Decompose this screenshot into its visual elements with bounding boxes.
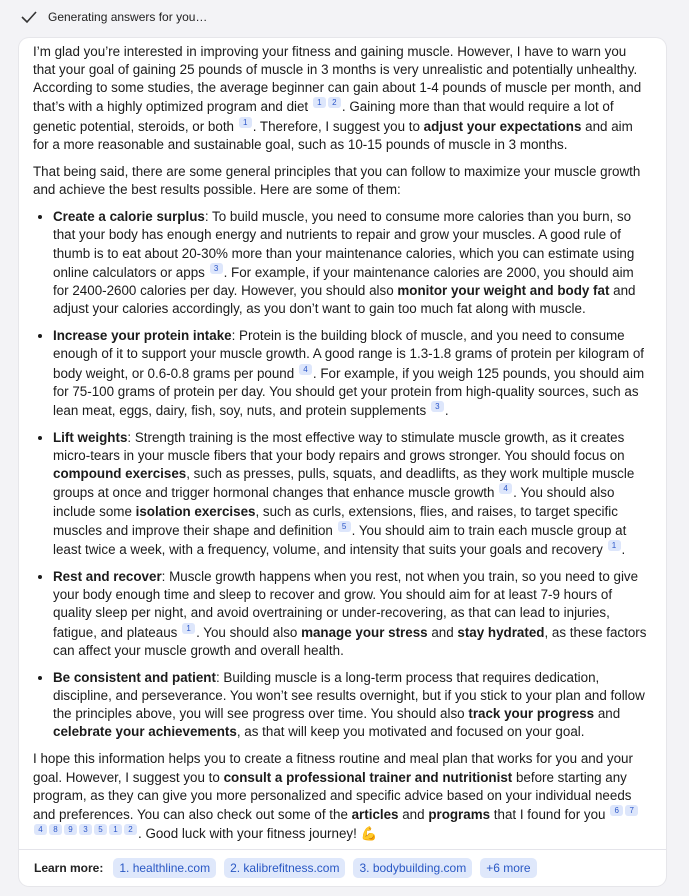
citation-badge[interactable]: 1 xyxy=(109,824,122,835)
citation-badge[interactable]: 3 xyxy=(79,824,92,835)
citation-badge[interactable]: 4 xyxy=(34,824,47,835)
principles-intro: That being said, there are some general principles that you can follow to maximize your muscle growth and achieve the best results possible. Here are some of them: xyxy=(33,163,641,198)
citation-badge[interactable]: 3 xyxy=(210,263,223,274)
citation-badge[interactable]: 9 xyxy=(64,824,77,835)
source-link-bodybuilding[interactable]: 3. bodybuilding.com xyxy=(353,858,472,878)
citation-badge[interactable]: 5 xyxy=(94,824,107,835)
status-text: Generating answers for you… xyxy=(48,10,208,24)
intro-paragraph: I’m glad you’re interested in improving your fitness and gaining muscle. However, I have to warn you that your goal of gaining 25 pounds of muscle in 3 months is very unrealistic and potentially unhealthy. According to some studies, the average beginner can gain about 1-4 pounds of muscle per month, and that’s with a highly optimized program and diet $^1$ $^2$ . Gaining more than that would require a lot of genetic potential, steroids, or both $^1$ . Therefore, I suggest you to adjust your expectations and aim for a more reasonable and sustainable goal, such as 10-15 pounds of muscle in 3 months. xyxy=(33,44,642,152)
source-link-healthline[interactable]: 1. healthline.com xyxy=(113,858,216,878)
citation-badge[interactable]: 7 xyxy=(625,805,638,816)
citation-badge[interactable]: 4 xyxy=(299,364,312,375)
list-item: • Rest and recover: Muscle growth happens when you rest, not when you train, so you need to give your body enough time and sleep to recover and grow. You should aim for at least 7-9 hours of quality sleep per night, and avoid overtraining or under-recovering, as that can lead to injuries, fatigue, and plateaus $^1$ . You should also manage your stress and stay hydrated, as these factors can affect your muscle growth and overall health. xyxy=(53,568,652,660)
list-item: • Be consistent and patient: Building muscle is a long-term process that requires dedication, discipline, and perseverance. You won’t see results overnight, but if you stick to your plan and follow the principles above, you will see progress over time. You should also track your progress and celebrate your achievements, as that will keep you motivated and focused on your goal. xyxy=(53,669,652,742)
citation-badge[interactable]: 2 xyxy=(124,824,137,835)
learn-more-bar xyxy=(19,849,666,886)
more-sources-button[interactable]: +6 more xyxy=(480,858,536,878)
answer-card xyxy=(19,38,666,886)
principles-list xyxy=(33,208,652,741)
citation-badge[interactable]: 5 xyxy=(338,521,351,532)
source-link-kalibrefitness[interactable]: 2. kalibrefitness.com xyxy=(224,858,345,878)
list-item: • Create a calorie surplus: To build muscle, you need to consume more calories than you burn, so that your body has enough energy and nutrients to repair and grow your muscles. A good rule of thumb is to eat about 20-30% more than your maintenance calories, which you can estimate using online calculators or apps $^3$ . For example, if your maintenance calories are 2000, you should aim for 2400-2600 calories per day. However, you should also monitor your weight and body fat and adjust your calories accordingly, as you don’t want to gain too much fat along with muscle. xyxy=(53,208,652,318)
citation-badge[interactable]: 4 xyxy=(499,483,512,494)
list-item: • Lift weights: Strength training is the most effective way to stimulate muscle growth, as it creates micro-tears in your muscle fibers that your body repairs and grows stronger. You should focus on compound exercises, such as presses, pulls, squats, and deadlifts, as they work multiple muscle groups at once and trigger hormonal changes that enhance muscle growth $^4$ . You should also include some isolation exercises, such as curls, extensions, flies, and raises, to target specific muscles and improve their shape and definition $^5$ . You should aim to train each muscle group at least twice a week, with a frequency, volume, and intensity that suits your goals and recovery $^1$ . xyxy=(53,429,652,559)
checkmark-icon xyxy=(20,10,38,24)
citation-badge[interactable]: 1 xyxy=(608,540,621,551)
flexed-biceps-icon: 💪 xyxy=(360,826,378,842)
answer-content xyxy=(19,38,666,843)
closing-paragraph: I hope this information helps you to create a fitness routine and meal plan that works for you and your goal. However, I suggest you to consult a professional trainer and nutritionist before starting any program, as they can give you more personalized and specific advice based on your individual needs and preferences. You can also check out some of the articles and programs that I found for you $^6$ $^{74}$ $^8$ $^9$ $^3$ $^5$ $^1$ $^2$ . Good luck with your fitness journey! 💪 xyxy=(33,750,652,843)
citation-badge[interactable]: 1 xyxy=(182,623,195,634)
citation-badge[interactable]: 1 xyxy=(239,117,252,128)
learn-more-label: Learn more: xyxy=(34,861,104,875)
citation-badge[interactable]: 2 xyxy=(328,97,341,108)
citation-badge[interactable]: 6 xyxy=(610,805,623,816)
list-item: • Increase your protein intake: Protein is the building block of muscle, and you need to consume enough of it to support your muscle growth. A good range is 1.3-1.8 grams of protein per kilogram of body weight, or 0.6-0.8 grams per pound $^4$ . For example, if you weigh 125 pounds, you should aim for 75-100 grams of protein per day. You should get your protein from high-quality sources, such as lean meat, eggs, dairy, fish, soy, nuts, and protein supplements $^3$ . xyxy=(53,327,652,420)
citation-badge[interactable]: 1 xyxy=(313,97,326,108)
status-bar xyxy=(0,0,689,34)
citation-badge[interactable]: 8 xyxy=(49,824,62,835)
citation-badge[interactable]: 3 xyxy=(431,401,444,412)
